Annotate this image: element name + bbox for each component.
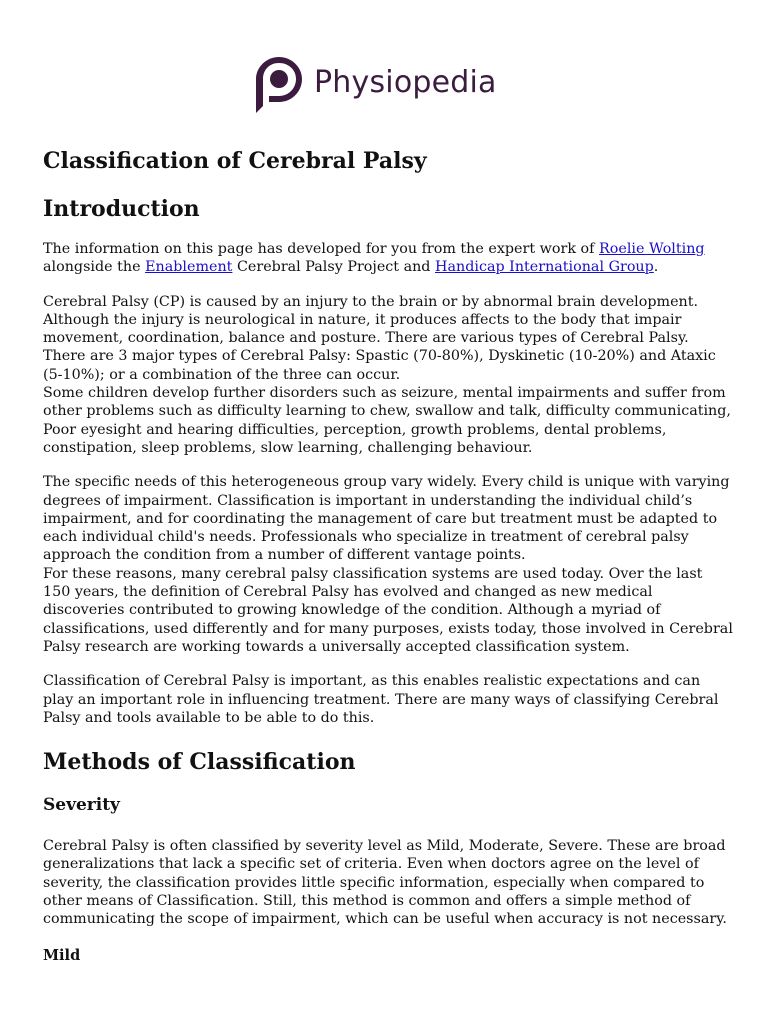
physiopedia-p-icon [256,56,302,114]
physiopedia-logo[interactable] [256,56,497,114]
link-handicap-international[interactable]: Handicap International Group [435,259,654,276]
paragraph-importance: Classification of Cerebral Palsy is important, as this enables realistic expectations and can play an important role in influencing treatment. There are many ways of classifying Cerebral Palsy and tools available to be able to do this. [43,673,719,726]
paragraph-text: For these reasons, many cerebral palsy classification systems are used today. Over the last 150 years, the definition of Cerebral Palsy has evolved and changed as new medical discoveries contributed to growing knowledge of the condition. Although a myriad of classifications, used differently and for many purposes, exists today, those involved in Cerebral Palsy research are working towards a universally accepted classification system. [43,565,733,655]
credit-text: Cerebral Palsy Project and [232,259,436,276]
credit-text: alongside the [43,259,146,276]
logo-wordmark: Physiopedia [314,64,497,100]
subheading-severity: Severity [43,795,120,816]
credit-text: . [653,259,659,276]
paragraph-text: Some children develop further disorders such as seizure, mental impairments and suffer from other problems such as difficulty learning to chew, swallow and talk, difficulty communicating, Poor eyesight and hearing difficulties, perception, growth problems, dental problems, constipation, sleep problems, slow learning, challenging behaviour. [43,385,731,456]
section-heading-methods: Methods of Classification [43,749,356,776]
page-title: Classification of Cerebral Palsy [43,148,427,174]
paragraph-severity: Cerebral Palsy is often classified by severity level as Mild, Moderate, Severe. These are broad generalizations that lack a specific set of criteria. Even when doctors agree on the level of severity, the classification provides little specific information, especially when compared to other means of Classification. Still, this method is common and offers a simple method of communicating the scope of impairment, which can be useful when accuracy is not necessary. [43,838,727,928]
paragraph-needs [43,473,733,656]
paragraph-text: The specific needs of this heterogeneous group vary widely. Every child is unique with varying degrees of impairment. Classification is important in understanding the individual child’s impairment, and for coordinating the management of care but treatment must be adapted to each individual child's needs. Professionals who specialize in treatment of cerebral palsy approach the condition from a number of different vantage points. [43,474,730,564]
link-enablement[interactable]: Enablement [145,259,233,276]
link-roelie-wolting[interactable]: Roelie Wolting [598,241,705,257]
credit-text: The information on this page has developed for you from the expert work of [43,241,599,257]
credit-paragraph [43,240,733,277]
section-heading-introduction: Introduction [43,196,200,222]
subheading-mild: Mild [43,946,81,964]
paragraph-cp-overview [43,293,733,458]
article [43,146,733,967]
paragraph-text: Cerebral Palsy (CP) is caused by an injury to the brain or by abnormal brain development. Although the injury is neurological in nature, it produces affects to the body that impair movement, coordination, balance and posture. There are various types of Cerebral Palsy. There are 3 major types of Cerebral Palsy: Spastic (70-80%), Dyskinetic (10-20%) and Ataxic (5-10%); or a combination of the three can occur. [43,293,716,383]
